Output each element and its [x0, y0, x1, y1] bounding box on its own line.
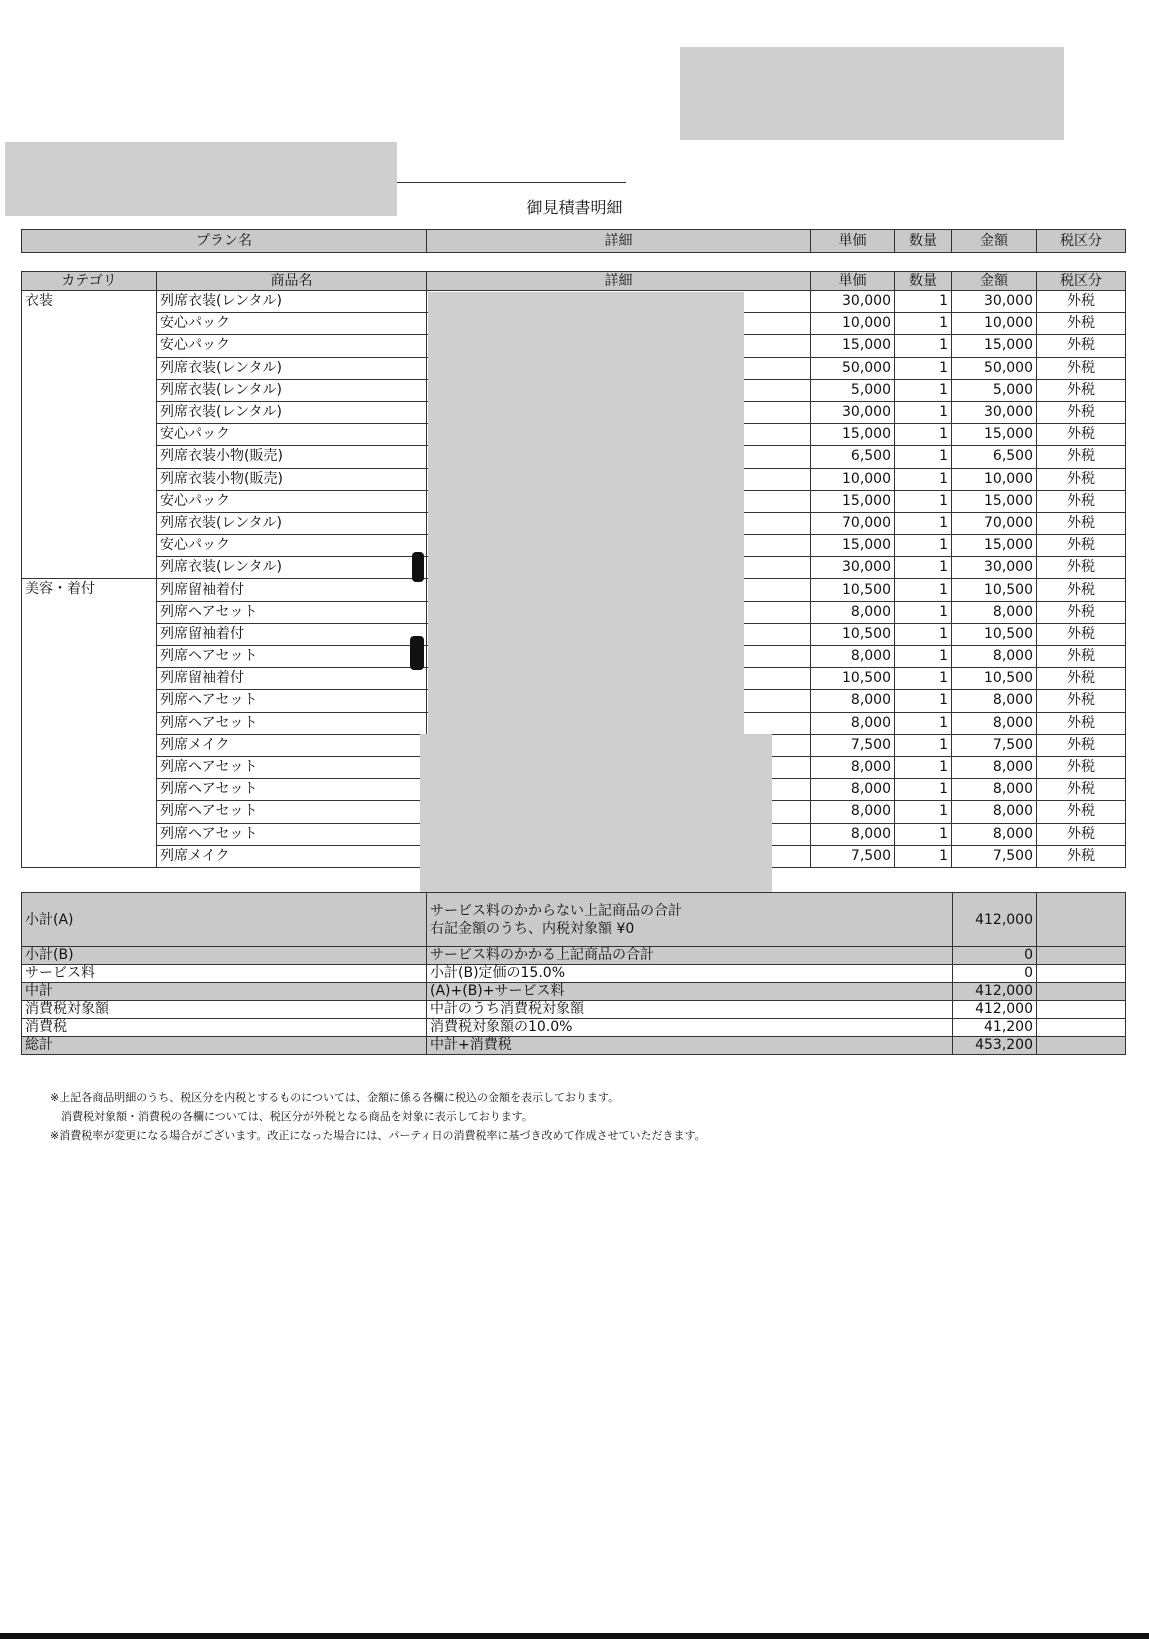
- item-category: [22, 379, 157, 401]
- item-tax-type: 外税: [1037, 357, 1126, 379]
- item-category: [22, 845, 157, 867]
- quantity-header: 数量: [895, 272, 952, 291]
- item-quantity: 1: [895, 446, 952, 468]
- item-unit-price: 10,000: [811, 313, 895, 335]
- item-name: 安心パック: [157, 424, 427, 446]
- item-name: 安心パック: [157, 313, 427, 335]
- item-category: [22, 668, 157, 690]
- item-quantity: 1: [895, 712, 952, 734]
- summary-empty-cell: [1037, 947, 1126, 965]
- summary-description-line: (A)+(B)+サービス料: [430, 983, 565, 999]
- item-name: 列席ヘアセット: [157, 823, 427, 845]
- item-quantity: 1: [895, 845, 952, 867]
- item-quantity: 1: [895, 313, 952, 335]
- item-unit-price: 7,500: [811, 734, 895, 756]
- item-unit-price: 30,000: [811, 401, 895, 423]
- item-amount: 7,500: [952, 734, 1037, 756]
- item-tax-type: 外税: [1037, 668, 1126, 690]
- item-tax-type: 外税: [1037, 756, 1126, 778]
- note-line: ※上記各商品明細のうち、税区分を内税とするものについては、金額に係る各欄に税込の金額を表示しております。: [50, 1091, 620, 1104]
- summary-amount: 412,000: [953, 983, 1037, 1001]
- item-unit-price: 8,000: [811, 823, 895, 845]
- item-unit-price: 15,000: [811, 335, 895, 357]
- item-name: 列席ヘアセット: [157, 601, 427, 623]
- item-quantity: 1: [895, 646, 952, 668]
- summary-description: [427, 893, 953, 947]
- item-amount: 8,000: [952, 823, 1037, 845]
- item-quantity: 1: [895, 668, 952, 690]
- summary-label: 消費税対象額: [22, 1001, 427, 1019]
- summary-empty-cell: [1037, 965, 1126, 983]
- item-quantity: 1: [895, 734, 952, 756]
- item-tax-type: 外税: [1037, 734, 1126, 756]
- item-tax-type: 外税: [1037, 424, 1126, 446]
- summary-empty-cell: [1037, 1001, 1126, 1019]
- item-amount: 7,500: [952, 845, 1037, 867]
- summary-empty-cell: [1037, 893, 1126, 947]
- item-quantity: 1: [895, 557, 952, 579]
- summary-amount: 412,000: [953, 893, 1037, 947]
- item-tax-type: 外税: [1037, 291, 1126, 313]
- redaction-marker: [410, 636, 424, 670]
- item-name: 列席衣装(レンタル): [157, 557, 427, 579]
- item-category: [22, 357, 157, 379]
- summary-row: [22, 965, 1126, 983]
- item-quantity: 1: [895, 601, 952, 623]
- item-quantity: 1: [895, 335, 952, 357]
- item-tax-type: 外税: [1037, 512, 1126, 534]
- item-name: 列席衣装(レンタル): [157, 379, 427, 401]
- item-name: 列席ヘアセット: [157, 779, 427, 801]
- item-unit-price: 70,000: [811, 512, 895, 534]
- item-tax-type: 外税: [1037, 557, 1126, 579]
- item-amount: 30,000: [952, 291, 1037, 313]
- redacted-detail-column-bottom: [420, 734, 772, 894]
- notes: [50, 1088, 706, 1145]
- item-unit-price: 30,000: [811, 291, 895, 313]
- summary-description-line: サービス料のかかる上記商品の合計: [430, 947, 654, 963]
- item-tax-type: 外税: [1037, 446, 1126, 468]
- item-name: 列席ヘアセット: [157, 801, 427, 823]
- summary-description-line: 右記金額のうち、内税対象額 ¥0: [430, 920, 635, 937]
- item-amount: 10,500: [952, 579, 1037, 601]
- item-amount: 8,000: [952, 646, 1037, 668]
- item-unit-price: 7,500: [811, 845, 895, 867]
- item-quantity: 1: [895, 468, 952, 490]
- summary-row: [22, 947, 1126, 965]
- item-quantity: 1: [895, 357, 952, 379]
- item-quantity: 1: [895, 490, 952, 512]
- unit-price-header: 単価: [811, 272, 895, 291]
- item-quantity: 1: [895, 535, 952, 557]
- item-quantity: 1: [895, 579, 952, 601]
- item-tax-type: 外税: [1037, 690, 1126, 712]
- item-amount: 8,000: [952, 712, 1037, 734]
- summary-empty-cell: [1037, 1037, 1126, 1055]
- item-category: [22, 335, 157, 357]
- summary-table: [21, 892, 1126, 1055]
- item-category: [22, 646, 157, 668]
- summary-amount: 453,200: [953, 1037, 1037, 1055]
- summary-row: [22, 983, 1126, 1001]
- item-name: 列席留袖着付: [157, 579, 427, 601]
- item-category: [22, 823, 157, 845]
- summary-label: 小計(A): [22, 893, 427, 947]
- summary-empty-cell: [1037, 983, 1126, 1001]
- item-unit-price: 8,000: [811, 646, 895, 668]
- item-name: 列席衣装(レンタル): [157, 401, 427, 423]
- plan-detail-header: 詳細: [427, 230, 811, 253]
- item-tax-type: 外税: [1037, 823, 1126, 845]
- summary-amount: 41,200: [953, 1019, 1037, 1037]
- item-unit-price: 8,000: [811, 690, 895, 712]
- item-tax-type: 外税: [1037, 490, 1126, 512]
- item-name: 列席ヘアセット: [157, 756, 427, 778]
- item-quantity: 1: [895, 291, 952, 313]
- summary-row: [22, 1019, 1126, 1037]
- tax-type-header: 税区分: [1037, 272, 1126, 291]
- item-quantity: 1: [895, 401, 952, 423]
- plan-amount-header: 金額: [952, 230, 1037, 253]
- item-quantity: 1: [895, 623, 952, 645]
- item-name: 列席留袖着付: [157, 668, 427, 690]
- category-header: カテゴリ: [22, 272, 157, 291]
- item-category: [22, 535, 157, 557]
- item-quantity: 1: [895, 756, 952, 778]
- item-unit-price: 10,000: [811, 468, 895, 490]
- plan-tax-type-header: 税区分: [1037, 230, 1126, 253]
- summary-empty-cell: [1037, 1019, 1126, 1037]
- item-name: 列席ヘアセット: [157, 712, 427, 734]
- item-unit-price: 15,000: [811, 535, 895, 557]
- item-amount: 8,000: [952, 779, 1037, 801]
- item-unit-price: 8,000: [811, 601, 895, 623]
- item-amount: 50,000: [952, 357, 1037, 379]
- plan-unit-price-header: 単価: [811, 230, 895, 253]
- item-tax-type: 外税: [1037, 601, 1126, 623]
- item-unit-price: 8,000: [811, 712, 895, 734]
- item-tax-type: 外税: [1037, 579, 1126, 601]
- item-amount: 5,000: [952, 379, 1037, 401]
- item-category: [22, 401, 157, 423]
- item-category: 衣装: [22, 291, 157, 313]
- item-amount: 15,000: [952, 490, 1037, 512]
- item-tax-type: 外税: [1037, 535, 1126, 557]
- summary-description: [427, 1037, 953, 1055]
- item-category: [22, 446, 157, 468]
- item-amount: 8,000: [952, 756, 1037, 778]
- item-quantity: 1: [895, 823, 952, 845]
- item-quantity: 1: [895, 512, 952, 534]
- item-quantity: 1: [895, 424, 952, 446]
- item-tax-type: 外税: [1037, 313, 1126, 335]
- item-amount: 8,000: [952, 690, 1037, 712]
- item-name: 列席メイク: [157, 845, 427, 867]
- item-amount: 30,000: [952, 557, 1037, 579]
- item-tax-type: 外税: [1037, 779, 1126, 801]
- summary-description: [427, 965, 953, 983]
- summary-description: [427, 983, 953, 1001]
- item-tax-type: 外税: [1037, 646, 1126, 668]
- summary-description: [427, 1019, 953, 1037]
- item-amount: 70,000: [952, 512, 1037, 534]
- item-category: [22, 601, 157, 623]
- item-amount: 10,000: [952, 468, 1037, 490]
- plan-quantity-header: 数量: [895, 230, 952, 253]
- item-amount: 8,000: [952, 801, 1037, 823]
- document-title: 御見積書明細: [526, 198, 623, 217]
- item-category: [22, 424, 157, 446]
- item-tax-type: 外税: [1037, 845, 1126, 867]
- item-category: [22, 512, 157, 534]
- item-amount: 15,000: [952, 335, 1037, 357]
- item-name: 列席衣装(レンタル): [157, 512, 427, 534]
- item-amount: 10,500: [952, 623, 1037, 645]
- item-tax-type: 外税: [1037, 801, 1126, 823]
- summary-label: サービス料: [22, 965, 427, 983]
- item-quantity: 1: [895, 801, 952, 823]
- item-name: 列席留袖着付: [157, 623, 427, 645]
- item-quantity: 1: [895, 379, 952, 401]
- summary-description-line: 消費税対象額の10.0%: [430, 1019, 573, 1035]
- item-unit-price: 10,500: [811, 579, 895, 601]
- summary-row: [22, 1001, 1126, 1019]
- item-unit-price: 8,000: [811, 756, 895, 778]
- item-name: 列席ヘアセット: [157, 690, 427, 712]
- item-category: [22, 734, 157, 756]
- summary-description-line: 小計(B)定価の15.0%: [430, 965, 566, 981]
- item-category: [22, 557, 157, 579]
- amount-header: 金額: [952, 272, 1037, 291]
- item-unit-price: 6,500: [811, 446, 895, 468]
- item-category: [22, 468, 157, 490]
- summary-row: [22, 1037, 1126, 1055]
- item-tax-type: 外税: [1037, 379, 1126, 401]
- item-quantity: 1: [895, 779, 952, 801]
- plan-name-header: プラン名: [22, 230, 427, 253]
- redacted-recipient-block: [680, 47, 1064, 140]
- summary-description: [427, 947, 953, 965]
- item-unit-price: 30,000: [811, 557, 895, 579]
- item-tax-type: 外税: [1037, 623, 1126, 645]
- item-amount: 10,000: [952, 313, 1037, 335]
- item-category: [22, 756, 157, 778]
- summary-row: [22, 893, 1126, 947]
- item-unit-price: 8,000: [811, 779, 895, 801]
- item-name: 安心パック: [157, 490, 427, 512]
- item-unit-price: 5,000: [811, 379, 895, 401]
- plan-table: [21, 229, 1126, 253]
- item-name: 安心パック: [157, 535, 427, 557]
- item-name: 列席衣装(レンタル): [157, 357, 427, 379]
- item-amount: 30,000: [952, 401, 1037, 423]
- item-tax-type: 外税: [1037, 335, 1126, 357]
- item-amount: 10,500: [952, 668, 1037, 690]
- redacted-detail-column-top: [428, 292, 744, 734]
- note-line: 消費税対象額・消費税の各欄については、税区分が外税となる商品を対象に表示しております。: [50, 1110, 533, 1123]
- summary-description-line: 中計のうち消費税対象額: [430, 1001, 584, 1017]
- item-name: 列席衣装小物(販売): [157, 468, 427, 490]
- summary-amount: 412,000: [953, 1001, 1037, 1019]
- item-tax-type: 外税: [1037, 468, 1126, 490]
- item-category: [22, 801, 157, 823]
- summary-label: 消費税: [22, 1019, 427, 1037]
- summary-body: [22, 893, 1126, 1055]
- item-quantity: 1: [895, 690, 952, 712]
- item-name: 列席ヘアセット: [157, 646, 427, 668]
- note-line: ※消費税率が変更になる場合がございます。改正になった場合には、パーティ日の消費税率に基づき改めて作成させていただきます。: [50, 1129, 706, 1142]
- item-category: 美容・着付: [22, 579, 157, 601]
- scan-edge: [0, 1633, 1149, 1639]
- summary-description-line: サービス料のかからない上記商品の合計: [430, 902, 682, 919]
- summary-amount: 0: [953, 947, 1037, 965]
- summary-description: [427, 1001, 953, 1019]
- detail-header: 詳細: [427, 272, 811, 291]
- item-amount: 6,500: [952, 446, 1037, 468]
- item-tax-type: 外税: [1037, 712, 1126, 734]
- item-category: [22, 313, 157, 335]
- item-category: [22, 490, 157, 512]
- item-category: [22, 712, 157, 734]
- item-amount: 15,000: [952, 535, 1037, 557]
- item-unit-price: 15,000: [811, 424, 895, 446]
- name-underline: [397, 182, 626, 183]
- item-unit-price: 15,000: [811, 490, 895, 512]
- summary-label: 小計(B): [22, 947, 427, 965]
- summary-label: 中計: [22, 983, 427, 1001]
- summary-amount: 0: [953, 965, 1037, 983]
- item-amount: 15,000: [952, 424, 1037, 446]
- summary-description-line: 中計+消費税: [430, 1037, 512, 1053]
- item-unit-price: 8,000: [811, 801, 895, 823]
- product-name-header: 商品名: [157, 272, 427, 291]
- item-unit-price: 10,500: [811, 668, 895, 690]
- item-name: 安心パック: [157, 335, 427, 357]
- summary-label: 総計: [22, 1037, 427, 1055]
- item-category: [22, 779, 157, 801]
- item-name: 列席衣装(レンタル): [157, 291, 427, 313]
- item-tax-type: 外税: [1037, 401, 1126, 423]
- item-unit-price: 50,000: [811, 357, 895, 379]
- item-category: [22, 690, 157, 712]
- item-category: [22, 623, 157, 645]
- item-amount: 8,000: [952, 601, 1037, 623]
- item-name: 列席衣装小物(販売): [157, 446, 427, 468]
- item-name: 列席メイク: [157, 734, 427, 756]
- redaction-marker: [412, 552, 424, 582]
- item-unit-price: 10,500: [811, 623, 895, 645]
